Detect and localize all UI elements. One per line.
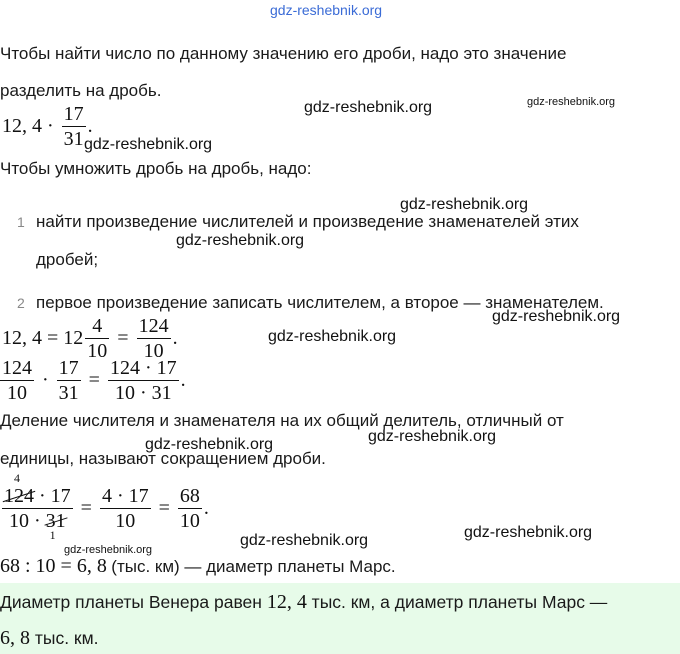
list-item-2: первое произведение записать числителем, а второе — знаменателем.: [36, 293, 604, 312]
answer-line2: [0, 627, 98, 650]
equals: =: [117, 327, 129, 349]
watermark: gdz-reshebnik.org: [464, 524, 593, 541]
answer-venus-diameter: 12, 4: [266, 591, 307, 613]
equals: =: [158, 497, 170, 519]
watermark: gdz-reshebnik.org: [304, 99, 433, 116]
numerator: 124: [2, 357, 32, 379]
cancelled-124: 124 4: [4, 471, 34, 507]
denominator: 10: [87, 340, 108, 362]
numerator: 4 · 17: [101, 485, 149, 507]
rule-multiply-fractions: Чтобы умножить дробь на дробь, надо:: [0, 159, 312, 178]
period: .: [180, 369, 186, 391]
fraction-cancelled: [2, 471, 73, 542]
fraction-124-10: [137, 316, 171, 361]
watermark: gdz-reshebnik.org: [492, 308, 621, 325]
list-number-1: 1: [17, 214, 25, 230]
answer-box: [0, 583, 680, 654]
expr1-lead: 12, 4 ·: [2, 115, 54, 137]
watermark-small: gdz-reshebnik.org: [64, 544, 153, 556]
numerator: 124 · 17: [109, 357, 177, 379]
cancelled-31: 31 1: [45, 510, 66, 542]
watermark: gdz-reshebnik.org: [176, 232, 305, 249]
expression-4: [2, 471, 209, 542]
denominator: 10: [179, 510, 200, 532]
list-item-1-line1: найти произведение числителей и произведение знаменателей этих: [36, 212, 579, 231]
period: .: [87, 115, 93, 137]
fraction-4x17-10: [100, 486, 151, 531]
watermark: gdz-reshebnik.org: [368, 428, 497, 445]
denominator: 10 · 31: [114, 382, 172, 404]
fraction-68-10: [178, 486, 202, 531]
result-line: [0, 555, 396, 578]
watermark: gdz-reshebnik.org: [268, 328, 397, 345]
rule-divide-by-fraction-line1: Чтобы найти число по данному значению его дроби, надо это значение: [0, 44, 567, 63]
watermark: gdz-reshebnik.org: [400, 196, 529, 213]
denominator: 10: [143, 340, 164, 362]
watermark: gdz-reshebnik.org: [240, 532, 369, 549]
cancel-result-top: 4: [14, 471, 20, 485]
fraction-4-10: [85, 316, 109, 361]
division-result: 68 : 10 = 6, 8: [0, 555, 107, 577]
denominator: 10: [7, 382, 27, 404]
fraction-17-31: [62, 104, 86, 149]
numerator: 17: [58, 357, 79, 379]
rule-reduction-line2: единицы, называют сокращением дроби.: [0, 449, 326, 468]
numerator: 17: [63, 103, 84, 125]
list-item-1-line2: дробей;: [36, 250, 99, 269]
equals: =: [80, 497, 92, 519]
denominator: 10: [115, 510, 136, 532]
expression-2: [2, 316, 178, 361]
answer-text: тыс. км.: [30, 628, 99, 648]
watermark-top: gdz-reshebnik.org: [270, 2, 383, 18]
numerator-rest: · 17: [34, 485, 71, 507]
period: .: [172, 327, 178, 349]
expr2-lead: 12, 4 = 12: [2, 327, 84, 349]
rule-reduction-line1: Деление числителя и знаменателя на их общий делитель, отличный от: [0, 411, 564, 430]
answer-text: тыс. км, а диаметр планеты Марс —: [306, 592, 608, 612]
fraction-17-31: [57, 358, 81, 403]
expression-3: [0, 358, 186, 403]
numerator: 4: [85, 316, 109, 339]
watermark: gdz-reshebnik.org: [145, 436, 274, 453]
denominator: 31: [58, 382, 79, 404]
cancel-result-bottom: 1: [49, 528, 56, 542]
watermark-small: gdz-reshebnik.org: [527, 96, 616, 108]
result-description: (тыс. км) — диаметр планеты Марс.: [111, 557, 396, 576]
rule-divide-by-fraction-line2: разделить на дробь.: [0, 81, 162, 100]
numerator: 68: [179, 485, 200, 507]
list-number-2: 2: [17, 295, 25, 311]
fraction-product: [108, 358, 179, 403]
fraction-124-10: [0, 358, 34, 403]
denominator: 31: [63, 128, 84, 150]
watermark: gdz-reshebnik.org: [84, 136, 213, 153]
numerator: 124: [138, 315, 169, 337]
equals: =: [88, 369, 100, 391]
multiply: ·: [42, 369, 49, 391]
answer-text: Диаметр планеты Венера равен: [0, 592, 267, 612]
answer-line1: [0, 591, 607, 614]
denominator-rest: 10 ·: [9, 510, 46, 532]
period: .: [203, 497, 209, 519]
expression-1: [2, 104, 93, 149]
answer-mars-diameter: 6, 8: [0, 627, 30, 649]
